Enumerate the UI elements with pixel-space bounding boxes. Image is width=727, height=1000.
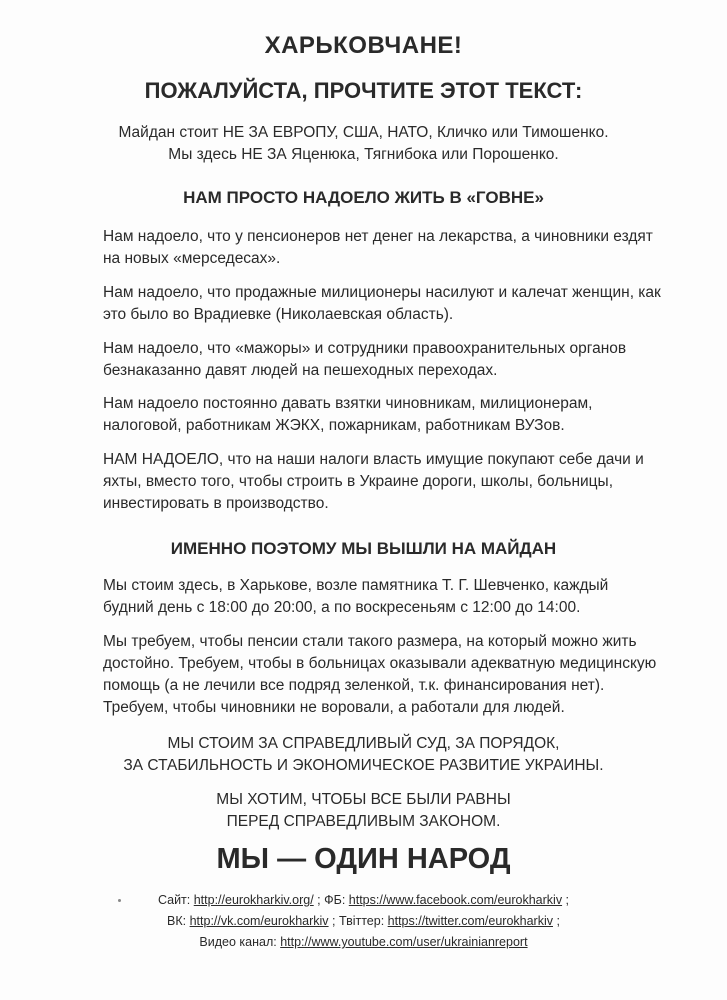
paragraph-line: налоговой, работникам ЖЭКХ, пожарникам, работникам ВУЗов. <box>103 417 565 434</box>
facebook-link[interactable]: https://www.facebook.com/eurokharkiv <box>348 893 563 907</box>
twitter-label: ; Твіттер: <box>328 914 388 928</box>
footer-line <box>0 890 727 911</box>
separator: ; <box>562 893 570 907</box>
intro-line: Мы здесь НЕ ЗА Яценюка, Тягнибока или Порошенко. <box>168 146 559 163</box>
section1-paragraph <box>103 338 688 382</box>
page-subtitle: ПОЖАЛУЙСТА, ПРОЧТИТЕ ЭТОТ ТЕКСТ: <box>144 78 583 103</box>
paragraph-line: Нам надоело, что продажные милиционеры насилуют и калечат женщин, как <box>103 284 661 301</box>
paragraph-line: на новых «мерседесах». <box>103 250 281 267</box>
page-title: ХАРЬКОВЧАНЕ! <box>264 32 463 59</box>
separator: ; <box>553 914 560 928</box>
paragraph-line: Мы стоим здесь, в Харькове, возле памятника Т. Г. Шевченко, каждый <box>103 577 609 594</box>
intro-line: Майдан стоит НЕ ЗА ЕВРОПУ, США, НАТО, Кличко или Тимошенко. <box>118 124 609 141</box>
section1-paragraph <box>103 393 688 437</box>
site-label: Сайт: <box>157 893 194 907</box>
paragraph-line: помощь (а не лечили все подряд зеленкой, т.к. финансирования нет). <box>103 677 605 694</box>
statement-line: ПЕРЕД СПРАВЕДЛИВЫМ ЗАКОНОМ. <box>226 813 501 830</box>
section1-heading: НАМ ПРОСТО НАДОЕЛО ЖИТЬ В «ГОВНЕ» <box>183 188 544 207</box>
statement-block <box>0 733 727 777</box>
youtube-link[interactable]: http://www.youtube.com/user/ukrainianreport <box>280 935 528 949</box>
paragraph-line: это было во Врадиевке (Николаевская область). <box>103 306 454 323</box>
fb-label: ; ФБ: <box>313 893 349 907</box>
video-label: Видео канал: <box>199 935 281 949</box>
paragraph-line: безнаказанно давят людей на пешеходных переходах. <box>103 362 498 379</box>
paragraph-line: Нам надоело, что у пенсионеров нет денег на лекарства, а чиновники ездят <box>103 228 653 245</box>
footer-links <box>0 890 727 953</box>
paragraph-line: Нам надоело постоянно давать взятки чиновникам, милиционерам, <box>103 395 593 412</box>
statement-line: МЫ ХОТИМ, ЧТОБЫ ВСЕ БЫЛИ РАВНЫ <box>216 791 511 808</box>
paragraph-line: НАМ НАДОЕЛО, что на наши налоги власть имущие покупают себе дачи и <box>103 451 644 468</box>
section1-paragraph <box>103 449 688 515</box>
section2-paragraph <box>103 631 688 719</box>
paragraph-line: Мы требуем, чтобы пенсии стали такого размера, на который можно жить <box>103 633 637 650</box>
paragraph-line: достойно. Требуем, чтобы в больницах оказывали адекватную медицинскую <box>103 655 657 672</box>
slogan: МЫ — ОДИН НАРОД <box>216 843 511 875</box>
intro-block <box>0 122 727 166</box>
paragraph-line: Требуем, чтобы чиновники не воровали, а работали для людей. <box>103 699 565 716</box>
twitter-link[interactable]: https://twitter.com/eurokharkiv <box>387 914 553 928</box>
statement-block <box>0 789 727 833</box>
vk-link[interactable]: http://vk.com/eurokharkiv <box>189 914 329 928</box>
footer-line <box>0 911 727 932</box>
paragraph-line: инвестировать в производство. <box>103 495 329 512</box>
statement-line: ЗА СТАБИЛЬНОСТЬ И ЭКОНОМИЧЕСКОЕ РАЗВИТИЕ УКРАИНЫ. <box>123 757 604 774</box>
paragraph-line: яхты, вместо того, чтобы строить в Украине дороги, школы, больницы, <box>103 473 614 490</box>
section1-paragraph <box>103 226 688 270</box>
statement-line: МЫ СТОИМ ЗА СПРАВЕДЛИВЫЙ СУД, ЗА ПОРЯДОК, <box>167 735 560 752</box>
footer-line <box>0 932 727 953</box>
section1-paragraph <box>103 282 688 326</box>
paragraph-line: Нам надоело, что «мажоры» и сотрудники правоохранительных органов <box>103 340 627 357</box>
site-link[interactable]: http://eurokharkiv.org/ <box>193 893 314 907</box>
vk-label: ВК: <box>167 914 190 928</box>
section2-heading: ИМЕННО ПОЭТОМУ МЫ ВЫШЛИ НА МАЙДАН <box>170 539 557 558</box>
paragraph-line: будний день с 18:00 до 20:00, а по воскресеньям с 12:00 до 14:00. <box>103 599 581 616</box>
section2-paragraph <box>103 575 688 619</box>
